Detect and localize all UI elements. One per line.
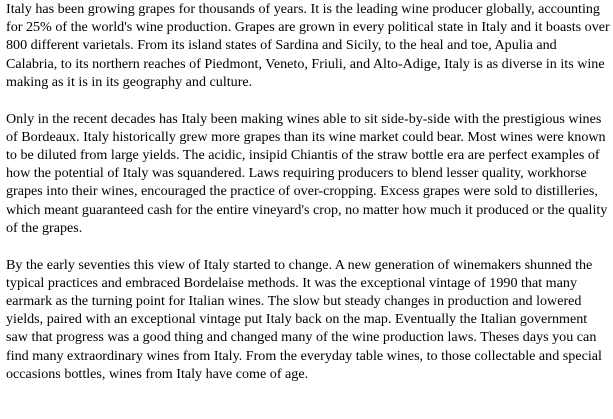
article-body [6,0,610,383]
paragraph-modern-change: By the early seventies this view of Italy started to change. A new generation of winemakers shunned the typical practices and embraced Bordelaise methods. It was the exceptional vintage of 1990 that many earmark as the turning point for Italian wines. The slow but steady changes in production and lowered yields, paired with an exceptional vintage put Italy back on the map. Eventually the Italian government saw that progress was a good thing and changed many of the wine production laws. Theses days you can find many extraordinary wines from Italy. From the everyday table wines, to those collectable and special occasions bottles, wines from Italy have come of age. [6,256,602,382]
paragraph-history: Italy has been growing grapes for thousands of years. It is the leading wine producer globally, accounting for 25% of the world's wine production. Grapes are grown in every political state in Italy and it boasts over 800 different varietals. From its island states of Sardina and Sicily, to the heal and toe, Apulia and Calabria, to its northern reaches of Piedmont, Veneto, Friuli, and Alto-Adige, Italy is as diverse in its wine making as it is in its geography and culture. [6,1,610,90]
paragraph-bordeaux-comparison: Only in the recent decades has Italy been making wines able to sit side-by-side with the prestigious wines of Bordeaux. Italy historically grew more grapes than its wine market could bear. Most wines were known to be diluted from large yields. The acidic, insipid Chiantis of the straw bottle era are perfect examples of how the potential of Italy was squandered. Laws requiring producers to blend lesser quality, workhorse grapes into their wines, encouraged the practice of over-cropping. Excess grapes were sold to distilleries, which meant guaranteed cash for the entire vineyard's crop, no matter how much it produced or the quality of the grapes. [6,110,608,236]
